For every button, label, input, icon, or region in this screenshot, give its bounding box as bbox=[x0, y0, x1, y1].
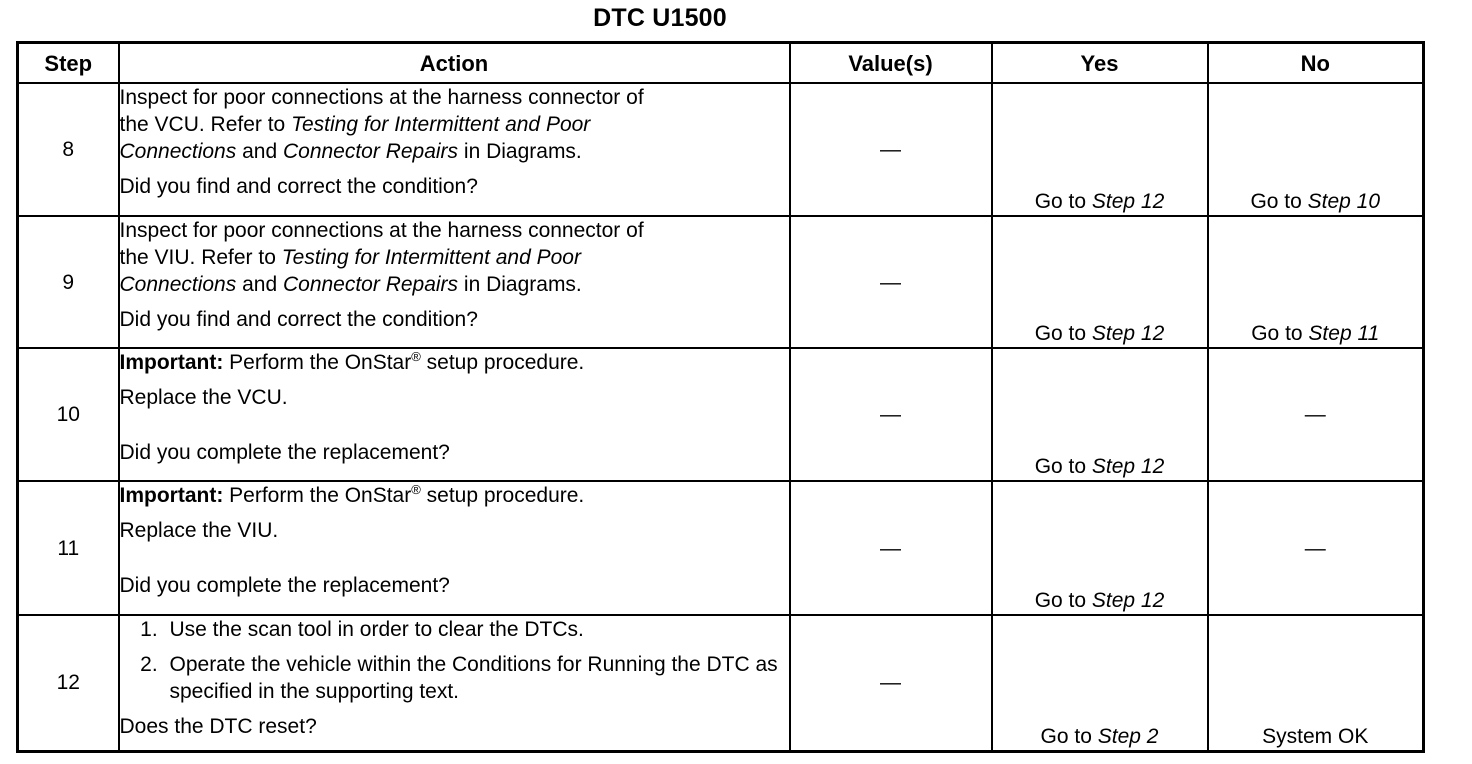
step-number: 12 bbox=[18, 615, 119, 751]
action-cell bbox=[119, 615, 790, 751]
action-question: Does the DTC reset? bbox=[119, 715, 317, 738]
action-text: Inspect for poor connections at the harness connector of bbox=[119, 219, 644, 242]
action-text: the VIU. Refer to Testing for Intermittent and Poor bbox=[119, 246, 581, 269]
header-yes: Yes bbox=[992, 43, 1208, 84]
yes-cell: Go to Step 12 bbox=[992, 348, 1208, 481]
value-cell: — bbox=[790, 216, 992, 348]
step-number: 10 bbox=[18, 348, 119, 481]
value-cell: — bbox=[790, 348, 992, 481]
reference-link-text: Testing for Intermittent and Poor bbox=[291, 113, 591, 136]
no-cell: System OK bbox=[1208, 615, 1424, 751]
table-row bbox=[18, 481, 1424, 615]
action-question: Did you find and correct the condition? bbox=[119, 308, 478, 331]
step-reference: Step 12 bbox=[1091, 455, 1165, 478]
value-cell: — bbox=[790, 481, 992, 615]
no-cell: — bbox=[1208, 481, 1424, 615]
header-action: Action bbox=[119, 43, 790, 84]
table-row bbox=[18, 615, 1424, 751]
action-question: Did you complete the replacement? bbox=[119, 441, 450, 464]
no-cell: Go to Step 10 bbox=[1208, 83, 1424, 216]
list-item: 1. Use the scan tool in order to clear the DTCs. bbox=[164, 616, 789, 643]
list-item: 2. Operate the vehicle within the Conditions for Running the DTC as specified in the supporting text. bbox=[164, 651, 789, 705]
action-text: Replace the VIU. bbox=[119, 519, 279, 542]
important-note: Important: Perform the OnStar® setup procedure. bbox=[119, 349, 585, 374]
table-row bbox=[18, 83, 1424, 216]
table-row bbox=[18, 348, 1424, 481]
step-reference: Step 10 bbox=[1307, 190, 1381, 213]
page-title: DTC U1500 bbox=[593, 4, 727, 32]
action-text: the VCU. Refer to Testing for Intermittent and Poor bbox=[119, 113, 591, 136]
yes-cell: Go to Step 12 bbox=[992, 481, 1208, 615]
action-question: Did you complete the replacement? bbox=[119, 574, 450, 597]
action-cell bbox=[119, 216, 790, 348]
action-text: Inspect for poor connections at the harness connector of bbox=[119, 86, 644, 109]
step-reference: Step 2 bbox=[1097, 724, 1159, 748]
step-number: 8 bbox=[18, 83, 119, 216]
action-cell bbox=[119, 83, 790, 216]
action-text: Connections and Connector Repairs in Diagrams. bbox=[119, 140, 582, 163]
header-step: Step bbox=[18, 43, 119, 84]
step-reference: Step 12 bbox=[1091, 190, 1165, 213]
value-cell: — bbox=[790, 83, 992, 216]
diagnostic-table bbox=[16, 41, 1425, 753]
yes-cell: Go to Step 2 bbox=[992, 615, 1208, 751]
step-reference: Step 12 bbox=[1091, 322, 1165, 345]
step-reference: Step 12 bbox=[1091, 589, 1165, 612]
table-header-row bbox=[18, 43, 1424, 84]
yes-cell: Go to Step 12 bbox=[992, 83, 1208, 216]
no-cell: Go to Step 11 bbox=[1208, 216, 1424, 348]
step-reference: Step 11 bbox=[1308, 322, 1380, 345]
header-values: Value(s) bbox=[790, 43, 992, 84]
step-number: 9 bbox=[18, 216, 119, 348]
table-row bbox=[18, 216, 1424, 348]
action-question: Did you find and correct the condition? bbox=[119, 175, 478, 198]
action-cell bbox=[119, 348, 790, 481]
action-text: Connections and Connector Repairs in Diagrams. bbox=[119, 273, 582, 296]
procedure-list bbox=[120, 616, 789, 705]
action-text: Replace the VCU. bbox=[119, 386, 288, 409]
important-note: Important: Perform the OnStar® setup procedure. bbox=[119, 482, 585, 507]
yes-cell: Go to Step 12 bbox=[992, 216, 1208, 348]
header-no: No bbox=[1208, 43, 1424, 84]
step-number: 11 bbox=[18, 481, 119, 615]
no-cell: — bbox=[1208, 348, 1424, 481]
value-cell: — bbox=[790, 615, 992, 751]
action-cell bbox=[119, 481, 790, 615]
